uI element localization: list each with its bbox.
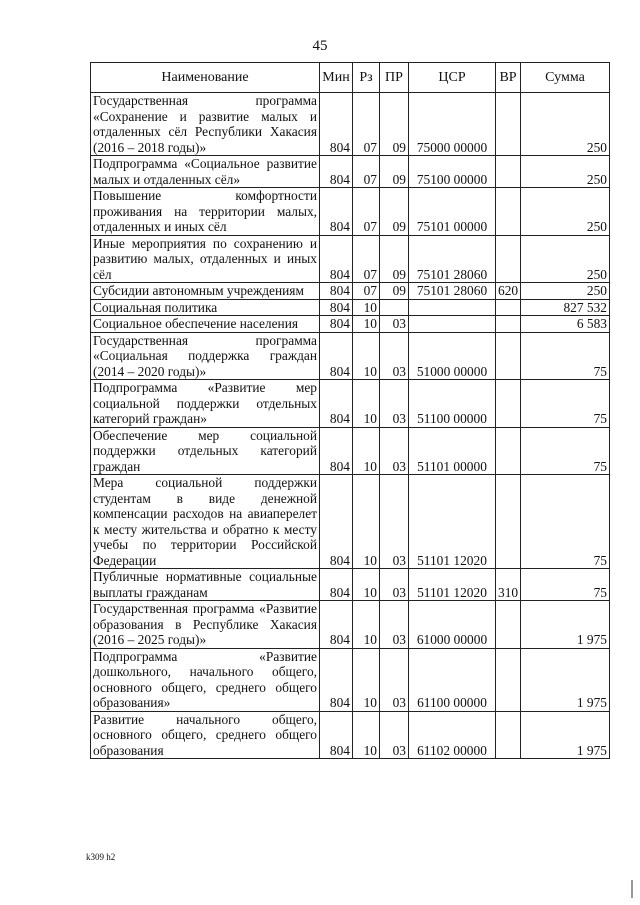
row-csr: 61102 00000 <box>409 711 496 759</box>
row-rz: 10 <box>353 299 380 316</box>
row-sum: 75 <box>521 569 610 601</box>
table-row <box>91 283 610 300</box>
row-pr: 03 <box>380 601 409 649</box>
header-csr: ЦСР <box>409 63 496 93</box>
row-vr <box>496 316 521 333</box>
row-rz: 10 <box>353 316 380 333</box>
row-min: 804 <box>320 188 353 236</box>
row-min: 804 <box>320 316 353 333</box>
row-pr: 03 <box>380 475 409 569</box>
row-rz: 10 <box>353 380 380 428</box>
row-csr: 61000 00000 <box>409 601 496 649</box>
table-row <box>91 93 610 156</box>
row-name: Публичные нормативные социальные выплаты гражданам <box>91 569 320 601</box>
row-vr <box>496 188 521 236</box>
row-sum: 250 <box>521 235 610 283</box>
footer-code: k309 h2 <box>86 852 116 862</box>
row-rz: 10 <box>353 569 380 601</box>
row-name: Государственная программа «Сохранение и развитие малых и отдаленных сёл Республики Хакасия (2016 – 2018 годы)» <box>91 93 320 156</box>
row-vr: 310 <box>496 569 521 601</box>
row-sum: 75 <box>521 427 610 475</box>
row-pr <box>380 299 409 316</box>
row-csr: 75101 28060 <box>409 283 496 300</box>
row-name: Субсидии автономным учреждениям <box>91 283 320 300</box>
row-pr: 03 <box>380 569 409 601</box>
table-row <box>91 299 610 316</box>
row-sum: 1 975 <box>521 648 610 711</box>
row-min: 804 <box>320 93 353 156</box>
row-pr: 09 <box>380 283 409 300</box>
row-pr: 09 <box>380 93 409 156</box>
row-csr <box>409 299 496 316</box>
row-sum: 75 <box>521 475 610 569</box>
row-min: 804 <box>320 648 353 711</box>
row-name: Социальное обеспечение населения <box>91 316 320 333</box>
table-row <box>91 188 610 236</box>
row-csr: 75000 00000 <box>409 93 496 156</box>
row-name: Государственная программа «Развитие образования в Республике Хакасия (2016 – 2025 годы)» <box>91 601 320 649</box>
row-vr: 620 <box>496 283 521 300</box>
row-sum: 827 532 <box>521 299 610 316</box>
row-vr <box>496 380 521 428</box>
table-row <box>91 601 610 649</box>
row-sum: 75 <box>521 380 610 428</box>
row-min: 804 <box>320 299 353 316</box>
row-vr <box>496 648 521 711</box>
row-sum: 250 <box>521 156 610 188</box>
header-vr: ВР <box>496 63 521 93</box>
table-header-row <box>91 63 610 93</box>
row-csr: 61100 00000 <box>409 648 496 711</box>
row-name: Подпрограмма «Развитие мер социальной поддержки отдельных категорий граждан» <box>91 380 320 428</box>
row-pr: 09 <box>380 188 409 236</box>
row-csr: 75100 00000 <box>409 156 496 188</box>
row-csr <box>409 316 496 333</box>
row-csr: 51000 00000 <box>409 332 496 380</box>
table-row <box>91 427 610 475</box>
table-row <box>91 569 610 601</box>
table-row <box>91 475 610 569</box>
page-number: 45 <box>312 38 328 54</box>
row-pr: 03 <box>380 711 409 759</box>
row-csr: 51101 00000 <box>409 427 496 475</box>
row-csr: 75101 28060 <box>409 235 496 283</box>
row-pr: 09 <box>380 235 409 283</box>
row-csr: 51100 00000 <box>409 380 496 428</box>
header-pr: ПР <box>380 63 409 93</box>
row-vr <box>496 475 521 569</box>
row-pr: 03 <box>380 332 409 380</box>
row-sum: 250 <box>521 93 610 156</box>
row-sum: 6 583 <box>521 316 610 333</box>
row-min: 804 <box>320 427 353 475</box>
row-min: 804 <box>320 235 353 283</box>
row-vr <box>496 156 521 188</box>
row-name: Социальная политика <box>91 299 320 316</box>
budget-table <box>90 62 610 759</box>
row-vr <box>496 93 521 156</box>
header-name: Наименование <box>91 63 320 93</box>
row-csr: 75101 00000 <box>409 188 496 236</box>
row-name: Обеспечение мер социальной поддержки отдельных категорий граждан <box>91 427 320 475</box>
row-min: 804 <box>320 475 353 569</box>
row-vr <box>496 711 521 759</box>
row-vr <box>496 235 521 283</box>
row-min: 804 <box>320 569 353 601</box>
row-rz: 07 <box>353 188 380 236</box>
row-name: Повышение комфортности проживания на территории малых, отдаленных и иных сёл <box>91 188 320 236</box>
page-edge-mark <box>631 880 633 898</box>
row-rz: 07 <box>353 93 380 156</box>
table-row <box>91 316 610 333</box>
header-rz: Рз <box>353 63 380 93</box>
row-vr <box>496 601 521 649</box>
row-name: Государственная программа «Социальная поддержка граждан (2014 – 2020 годы)» <box>91 332 320 380</box>
row-rz: 10 <box>353 711 380 759</box>
row-name: Подпрограмма «Развитие дошкольного, начального общего, основного общего, среднего общего образования» <box>91 648 320 711</box>
row-min: 804 <box>320 380 353 428</box>
table-row <box>91 332 610 380</box>
table-row <box>91 156 610 188</box>
row-pr: 03 <box>380 648 409 711</box>
row-sum: 1 975 <box>521 711 610 759</box>
header-sum: Сумма <box>521 63 610 93</box>
row-pr: 03 <box>380 427 409 475</box>
row-min: 804 <box>320 156 353 188</box>
row-rz: 10 <box>353 601 380 649</box>
row-sum: 75 <box>521 332 610 380</box>
table-row <box>91 380 610 428</box>
row-name: Иные мероприятия по сохранению и развитию малых, отдаленных и иных сёл <box>91 235 320 283</box>
row-rz: 07 <box>353 156 380 188</box>
row-min: 804 <box>320 332 353 380</box>
row-pr: 09 <box>380 156 409 188</box>
row-pr: 03 <box>380 316 409 333</box>
row-sum: 1 975 <box>521 601 610 649</box>
row-csr: 51101 12020 <box>409 569 496 601</box>
row-rz: 10 <box>353 475 380 569</box>
row-rz: 07 <box>353 235 380 283</box>
row-pr: 03 <box>380 380 409 428</box>
row-vr <box>496 332 521 380</box>
row-name: Подпрограмма «Социальное развитие малых и отдаленных сёл» <box>91 156 320 188</box>
row-min: 804 <box>320 711 353 759</box>
row-min: 804 <box>320 601 353 649</box>
row-rz: 10 <box>353 427 380 475</box>
row-name: Развитие начального общего, основного общего, среднего общего образования <box>91 711 320 759</box>
row-name: Мера социальной поддержки студентам в виде денежной компенсации расходов на авиаперелет к месту жительства и обратно к месту учебы по территории Российской Федерации <box>91 475 320 569</box>
row-sum: 250 <box>521 188 610 236</box>
row-vr <box>496 299 521 316</box>
row-csr: 51101 12020 <box>409 475 496 569</box>
row-vr <box>496 427 521 475</box>
row-sum: 250 <box>521 283 610 300</box>
table-row <box>91 711 610 759</box>
table-row <box>91 648 610 711</box>
header-min: Мин <box>320 63 353 93</box>
table-row <box>91 235 610 283</box>
row-rz: 10 <box>353 332 380 380</box>
row-min: 804 <box>320 283 353 300</box>
row-rz: 10 <box>353 648 380 711</box>
row-rz: 07 <box>353 283 380 300</box>
